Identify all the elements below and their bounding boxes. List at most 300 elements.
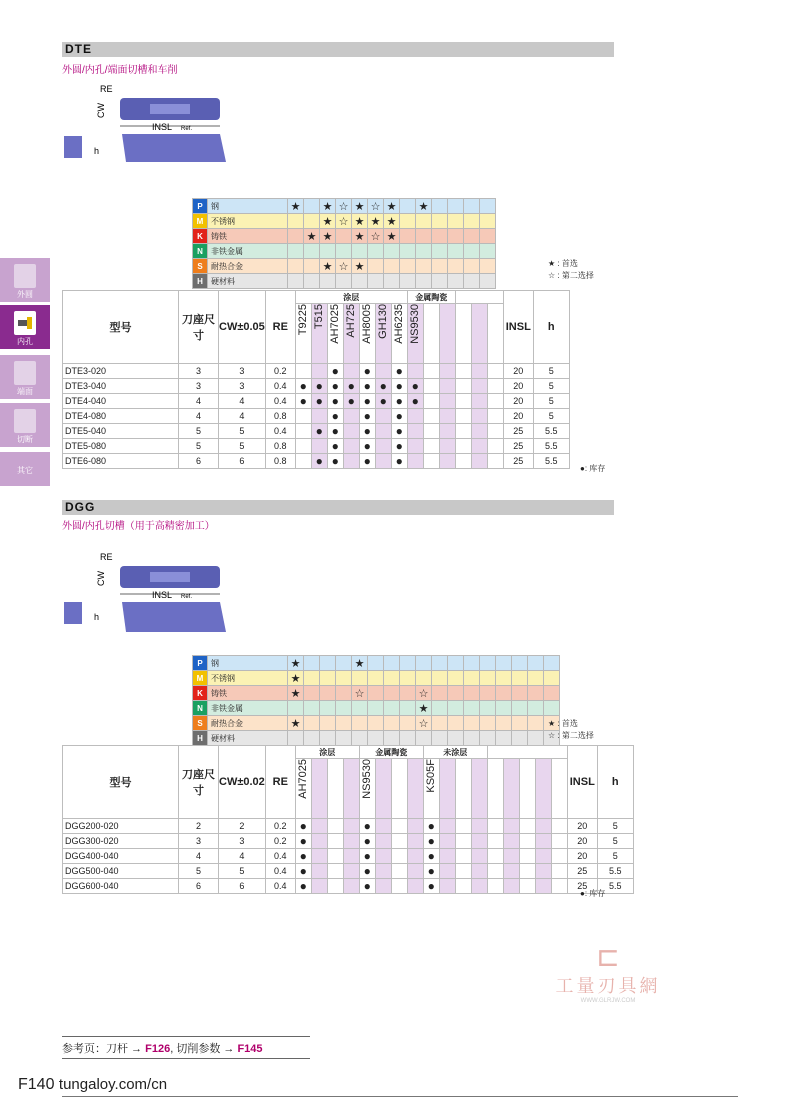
insl-cell: 25 <box>567 864 597 879</box>
insert-side-view <box>122 602 226 632</box>
footer-divider <box>62 1036 310 1037</box>
grade-rating <box>288 214 304 229</box>
grade-rating <box>336 229 352 244</box>
grade-column-header <box>471 304 487 364</box>
grade-column-header <box>327 759 343 819</box>
holder-cell: 2 <box>179 819 219 834</box>
grade-rating <box>400 274 416 289</box>
re-cell: 0.4 <box>265 879 295 894</box>
stock-dot-cell: ● <box>375 379 391 394</box>
grade-rating <box>432 214 448 229</box>
footer-reference <box>62 1040 263 1056</box>
table-row <box>63 394 570 409</box>
stock-dot-cell <box>471 424 487 439</box>
grade-group-header: 涂层 <box>295 291 407 304</box>
grade-rating <box>480 656 496 671</box>
stock-dot-cell <box>487 864 503 879</box>
tab-face[interactable] <box>0 355 50 399</box>
cw-cell: 4 <box>219 409 266 424</box>
stock-dot-cell <box>471 394 487 409</box>
stock-dot-cell <box>535 879 551 894</box>
stock-dot-cell: ● <box>423 819 439 834</box>
stock-dot-cell <box>327 819 343 834</box>
grade-rating: ★ <box>320 259 336 274</box>
cw-cell: 3 <box>219 364 266 379</box>
grade-rating <box>480 686 496 701</box>
grade-rating <box>432 701 448 716</box>
material-code: P <box>193 199 208 214</box>
stock-dot-cell <box>535 864 551 879</box>
column-header-model: 型号 <box>63 291 179 364</box>
stock-dot-cell: ● <box>327 409 343 424</box>
stock-dot-cell: ● <box>359 379 375 394</box>
insl-cell: 20 <box>567 849 597 864</box>
tab-label: 内孔 <box>17 337 33 346</box>
stock-dot-cell <box>503 864 519 879</box>
material-row <box>193 214 496 229</box>
grade-rating <box>432 229 448 244</box>
stock-dot-cell <box>455 394 471 409</box>
grade-rating <box>304 701 320 716</box>
material-name: 不锈钢 <box>208 214 288 229</box>
grade-rating <box>336 716 352 731</box>
model-cell: DTE5-040 <box>63 424 179 439</box>
column-header-holder: 刀座尺寸 <box>179 291 219 364</box>
material-name: 钢 <box>208 199 288 214</box>
stock-dot-cell <box>311 364 327 379</box>
column-header-model: 型号 <box>63 746 179 819</box>
stock-dot-cell: ● <box>295 819 311 834</box>
material-code: H <box>193 731 208 746</box>
stock-dot-cell <box>327 864 343 879</box>
grade-rating <box>304 274 320 289</box>
model-cell: DGG300-020 <box>63 834 179 849</box>
re-cell: 0.8 <box>265 409 295 424</box>
stock-dot-cell <box>439 424 455 439</box>
holder-cell: 5 <box>179 439 219 454</box>
grade-rating <box>464 244 480 259</box>
stock-dot-cell <box>471 364 487 379</box>
stock-dot-cell <box>535 834 551 849</box>
table-row <box>63 454 570 469</box>
material-code: M <box>193 671 208 686</box>
stock-dot-cell <box>455 424 471 439</box>
h-cell: 5.5 <box>533 454 569 469</box>
stock-dot-cell <box>311 864 327 879</box>
re-cell: 0.2 <box>265 834 295 849</box>
material-row <box>193 671 560 686</box>
stock-dot-cell: ● <box>295 879 311 894</box>
stock-dot-cell <box>343 364 359 379</box>
stock-dot-cell: ● <box>359 394 375 409</box>
stock-legend-dgg: ●: 库存 <box>580 889 606 898</box>
grade-rating <box>480 244 496 259</box>
grade-rating <box>480 199 496 214</box>
grade-name: T515 <box>313 304 326 330</box>
h-cell: 5 <box>533 379 569 394</box>
grade-rating <box>304 716 320 731</box>
grade-column-header <box>375 304 391 364</box>
stock-dot-cell: ● <box>327 454 343 469</box>
stock-dot-cell <box>487 409 503 424</box>
dgg-material-table <box>192 655 560 746</box>
grade-rating <box>320 671 336 686</box>
insl-cell: 20 <box>567 819 597 834</box>
stock-dot-cell <box>439 879 455 894</box>
stock-dot-cell: ● <box>359 454 375 469</box>
grade-rating <box>448 214 464 229</box>
ref-link-f145[interactable]: F145 <box>237 1043 263 1055</box>
grade-column-header <box>391 304 407 364</box>
stock-dot-cell <box>295 409 311 424</box>
material-code: S <box>193 259 208 274</box>
stock-dot-cell <box>471 409 487 424</box>
grade-rating <box>448 731 464 746</box>
tab-label: 外圆 <box>17 290 33 299</box>
stock-dot-cell <box>439 409 455 424</box>
stock-dot-cell <box>471 439 487 454</box>
grade-rating <box>304 671 320 686</box>
stock-dot-cell <box>343 849 359 864</box>
grade-rating: ★ <box>368 214 384 229</box>
column-header-insl: INSL <box>503 291 533 364</box>
grade-rating: ★ <box>352 199 368 214</box>
stock-dot-cell <box>487 849 503 864</box>
grade-rating <box>384 716 400 731</box>
model-cell: DGG400-040 <box>63 849 179 864</box>
stock-dot-cell <box>503 849 519 864</box>
material-code: N <box>193 244 208 259</box>
grade-rating <box>384 731 400 746</box>
grade-rating <box>400 229 416 244</box>
insl-cell: 20 <box>503 394 533 409</box>
insl-cell: 25 <box>503 439 533 454</box>
stock-dot-cell: ● <box>375 394 391 409</box>
grade-rating <box>352 274 368 289</box>
material-name: 不锈钢 <box>208 671 288 686</box>
stock-dot-cell <box>551 879 567 894</box>
table-row <box>63 379 570 394</box>
grade-rating <box>544 656 560 671</box>
grade-rating <box>448 716 464 731</box>
insl-cell: 20 <box>503 409 533 424</box>
column-header-h: h <box>597 746 633 819</box>
grade-rating <box>400 671 416 686</box>
stock-dot-cell <box>487 454 503 469</box>
stock-dot-cell <box>551 819 567 834</box>
stock-dot-cell <box>535 819 551 834</box>
stock-dot-cell <box>471 879 487 894</box>
grade-rating <box>368 686 384 701</box>
grade-rating <box>496 731 512 746</box>
material-row <box>193 716 560 731</box>
stock-dot-cell: ● <box>311 424 327 439</box>
material-row <box>193 229 496 244</box>
re-cell: 0.4 <box>265 379 295 394</box>
material-code: P <box>193 656 208 671</box>
grade-rating <box>384 274 400 289</box>
holder-cell: 3 <box>179 834 219 849</box>
stock-dot-cell: ● <box>311 394 327 409</box>
stock-dot-cell <box>375 864 391 879</box>
material-code: M <box>193 214 208 229</box>
grade-rating: ★ <box>416 199 432 214</box>
stock-dot-cell <box>423 379 439 394</box>
grade-rating <box>336 671 352 686</box>
tab-outer-diameter[interactable] <box>0 258 50 302</box>
stock-dot-cell <box>455 409 471 424</box>
insl-cell: 25 <box>503 424 533 439</box>
stock-dot-cell <box>455 379 471 394</box>
grade-rating <box>288 259 304 274</box>
grade-rating <box>432 199 448 214</box>
holder-cell: 4 <box>179 849 219 864</box>
material-code: N <box>193 701 208 716</box>
grade-rating <box>464 259 480 274</box>
watermark-url: WWW.GLRJW.COM <box>580 998 636 1004</box>
stock-dot-cell <box>375 364 391 379</box>
grade-rating <box>448 274 464 289</box>
re-cell: 0.2 <box>265 364 295 379</box>
stock-dot-cell <box>487 379 503 394</box>
grade-rating <box>384 701 400 716</box>
grade-group-header <box>455 291 503 304</box>
website[interactable]: tungaloy.com/cn <box>58 1076 168 1093</box>
stock-dot-cell <box>375 819 391 834</box>
cw-cell: 4 <box>219 849 266 864</box>
grade-rating <box>352 716 368 731</box>
stock-dot-cell <box>439 864 455 879</box>
stock-dot-cell <box>503 834 519 849</box>
grade-rating: ★ <box>288 716 304 731</box>
grade-group-header: 金属陶瓷 <box>359 746 423 759</box>
grade-rating <box>416 274 432 289</box>
grade-rating: ★ <box>384 199 400 214</box>
stock-dot-cell: ● <box>359 864 375 879</box>
h-cell: 5 <box>597 849 633 864</box>
stock-dot-cell <box>503 879 519 894</box>
column-header-h: h <box>533 291 569 364</box>
ref-link-f126[interactable]: F126 <box>145 1043 171 1055</box>
stock-dot-cell <box>343 879 359 894</box>
stock-dot-cell <box>343 834 359 849</box>
grade-rating <box>288 229 304 244</box>
legend-first-choice: ★ : 首选 <box>548 719 578 728</box>
grade-column-header <box>375 759 391 819</box>
grade-column-header <box>471 759 487 819</box>
grade-name: T9225 <box>297 304 310 336</box>
grade-rating <box>400 686 416 701</box>
grade-rating <box>480 671 496 686</box>
stock-dot-cell: ● <box>407 394 423 409</box>
stock-dot-cell <box>295 364 311 379</box>
grade-column-header <box>551 759 567 819</box>
stock-dot-cell: ● <box>423 879 439 894</box>
grade-rating <box>288 731 304 746</box>
tab-label: 其它 <box>17 466 33 475</box>
stock-dot-cell: ● <box>343 379 359 394</box>
stock-dot-cell <box>439 364 455 379</box>
cw-cell: 6 <box>219 454 266 469</box>
stock-dot-cell <box>551 849 567 864</box>
grade-column-header <box>519 759 535 819</box>
grade-rating <box>512 731 528 746</box>
stock-dot-cell <box>455 364 471 379</box>
ref-label: Ref. <box>181 594 193 600</box>
grade-rating <box>464 199 480 214</box>
grade-rating: ★ <box>288 656 304 671</box>
stock-dot-cell: ● <box>359 364 375 379</box>
grade-group-header: 金属陶瓷 <box>407 291 455 304</box>
stock-dot-cell <box>423 454 439 469</box>
tab-label: 切断 <box>17 435 33 444</box>
stock-dot-cell: ● <box>359 834 375 849</box>
stock-dot-cell <box>407 879 423 894</box>
stock-dot-cell <box>487 879 503 894</box>
grade-column-header <box>487 759 503 819</box>
grade-column-header <box>439 304 455 364</box>
grade-rating <box>496 686 512 701</box>
stock-dot-cell <box>471 819 487 834</box>
cw-cell: 4 <box>219 394 266 409</box>
grade-rating <box>512 701 528 716</box>
grade-rating <box>352 731 368 746</box>
material-name: 钢 <box>208 656 288 671</box>
holder-cell: 5 <box>179 424 219 439</box>
grade-column-header <box>343 759 359 819</box>
grade-rating: ☆ <box>336 199 352 214</box>
stock-dot-cell <box>375 879 391 894</box>
grade-rating <box>512 671 528 686</box>
material-row <box>193 259 496 274</box>
grade-rating <box>432 731 448 746</box>
grade-rating <box>368 701 384 716</box>
grade-rating <box>512 716 528 731</box>
grade-rating <box>384 671 400 686</box>
grade-rating <box>464 671 480 686</box>
grade-name: AH6235 <box>393 304 406 344</box>
grade-rating <box>496 656 512 671</box>
grade-column-header <box>391 759 407 819</box>
grade-rating <box>320 686 336 701</box>
stock-dot-cell: ● <box>295 394 311 409</box>
stock-dot-cell <box>391 864 407 879</box>
stock-dot-cell <box>407 454 423 469</box>
stock-dot-cell <box>455 849 471 864</box>
grade-rating <box>432 716 448 731</box>
grade-rating <box>448 259 464 274</box>
stock-dot-cell: ● <box>391 379 407 394</box>
stock-dot-cell <box>519 864 535 879</box>
stock-dot-cell <box>471 834 487 849</box>
cw-cell: 3 <box>219 379 266 394</box>
grade-rating <box>384 244 400 259</box>
grade-column-header <box>311 759 327 819</box>
grade-rating <box>400 199 416 214</box>
grade-rating <box>528 671 544 686</box>
grade-rating <box>336 731 352 746</box>
grade-rating <box>304 656 320 671</box>
grade-column-header <box>407 759 423 819</box>
stock-dot-cell <box>439 439 455 454</box>
stock-dot-cell: ● <box>327 394 343 409</box>
grade-rating: ★ <box>320 214 336 229</box>
stock-dot-cell <box>439 379 455 394</box>
stock-dot-cell <box>327 879 343 894</box>
grade-rating <box>368 656 384 671</box>
grade-name: NS9530 <box>361 759 374 799</box>
grade-rating <box>320 244 336 259</box>
stock-dot-cell <box>375 834 391 849</box>
material-name: 硬材料 <box>208 274 288 289</box>
cw-label: CW <box>96 571 106 586</box>
grade-rating <box>416 731 432 746</box>
stock-dot-cell <box>375 454 391 469</box>
cw-cell: 5 <box>219 439 266 454</box>
table-row <box>63 834 634 849</box>
watermark <box>538 942 678 1004</box>
material-code: H <box>193 274 208 289</box>
table-row <box>63 364 570 379</box>
re-cell: 0.4 <box>265 394 295 409</box>
table-row <box>63 424 570 439</box>
grade-column-header <box>343 304 359 364</box>
grade-rating <box>544 686 560 701</box>
tab-inner-bore[interactable] <box>0 305 50 349</box>
material-name: 铸铁 <box>208 229 288 244</box>
holder-cell: 3 <box>179 379 219 394</box>
stock-dot-cell: ● <box>407 379 423 394</box>
tab-other[interactable] <box>0 452 50 486</box>
grade-column-header <box>455 304 471 364</box>
grade-rating <box>320 716 336 731</box>
tab-parting[interactable] <box>0 403 50 447</box>
stock-dot-cell <box>327 849 343 864</box>
grade-column-header <box>327 304 343 364</box>
stock-dot-cell <box>519 879 535 894</box>
column-header-re: RE <box>265 746 295 819</box>
stock-dot-cell <box>423 364 439 379</box>
stock-dot-cell: ● <box>311 454 327 469</box>
table-row <box>63 864 634 879</box>
grade-rating: ★ <box>304 229 320 244</box>
re-label: RE <box>100 552 113 562</box>
ref-mid: , 切削参数 → <box>170 1043 235 1055</box>
grade-column-header <box>359 304 375 364</box>
grade-rating <box>480 701 496 716</box>
grade-rating: ★ <box>352 214 368 229</box>
grade-rating: ★ <box>384 214 400 229</box>
section-subtitle-dgg: 外圆/内孔切槽（用于高精密加工） <box>62 521 215 532</box>
table-row <box>63 439 570 454</box>
page-number: F140 <box>18 1076 55 1093</box>
grade-name: AH725 <box>345 304 358 338</box>
stock-dot-cell <box>423 394 439 409</box>
stock-dot-cell: ● <box>295 834 311 849</box>
ref-label: Ref. <box>181 126 193 132</box>
grade-rating <box>368 731 384 746</box>
grade-rating <box>416 671 432 686</box>
grade-rating: ☆ <box>336 214 352 229</box>
grade-rating <box>304 686 320 701</box>
grade-group-header <box>487 746 567 759</box>
column-header-holder: 刀座尺寸 <box>179 746 219 819</box>
grade-rating: ☆ <box>368 199 384 214</box>
dgg-spec-table <box>62 745 634 894</box>
grade-rating <box>400 701 416 716</box>
model-cell: DTE3-020 <box>63 364 179 379</box>
grade-rating: ☆ <box>336 259 352 274</box>
